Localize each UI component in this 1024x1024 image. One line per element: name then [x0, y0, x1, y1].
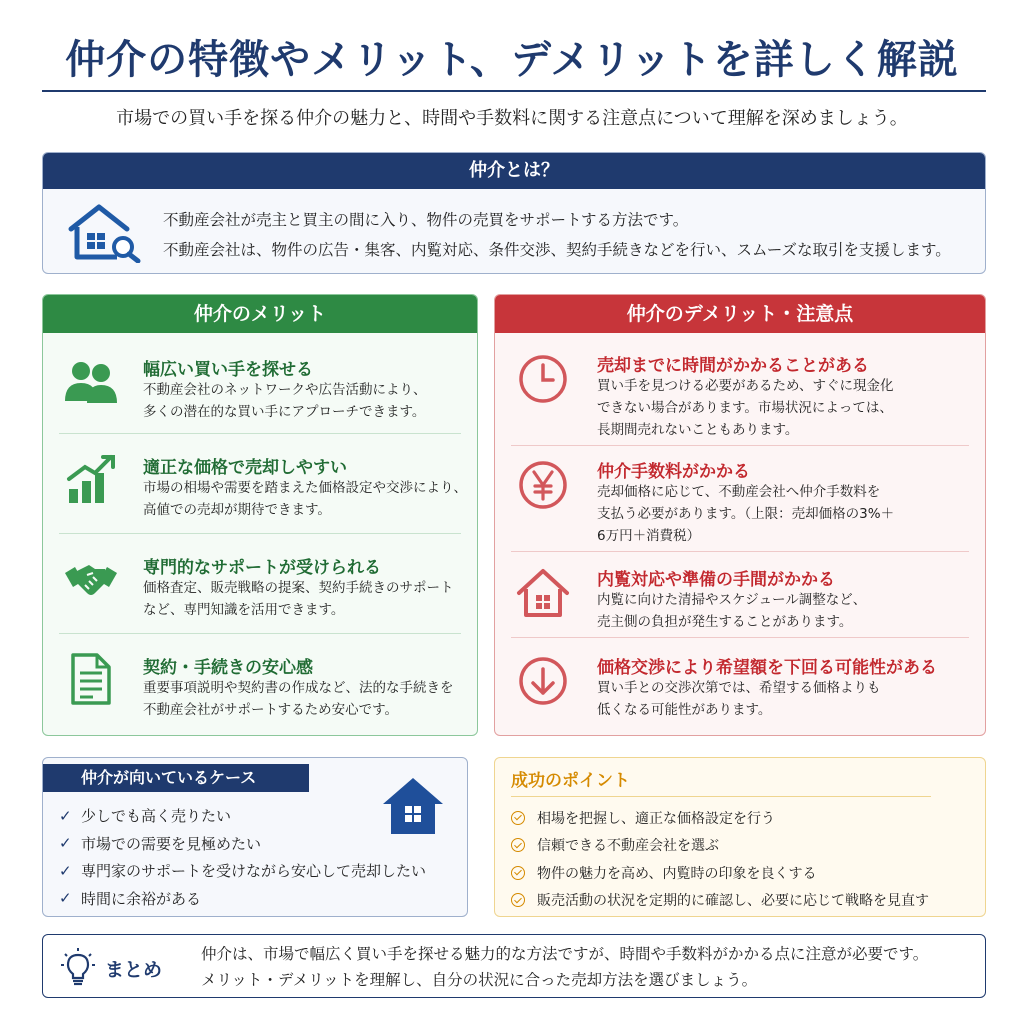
demerit-line: 長期間売れないこともあります。 [597, 422, 799, 438]
merits-section [42, 294, 478, 736]
definition-line: 不動産会社が売主と買主の間に入り、物件の売買をサポートする方法です。 [163, 211, 689, 229]
list-item [59, 830, 426, 858]
demerit-divider [511, 445, 969, 446]
check-icon: ✓ [59, 806, 72, 825]
merit-title: 専門的なサポートが受けられる [143, 558, 381, 578]
demerit-line: 内覧に向けた清掃やスケジュール調整など、 [597, 592, 867, 608]
merit-title: 幅広い買い手を探せる [143, 360, 313, 380]
list-item [511, 859, 929, 887]
point-text: 信頼できる不動産会社を選ぶ [537, 838, 719, 855]
merit-line: 市場の相場や需要を踏まえた価格設定や交渉により、 [143, 480, 467, 496]
demerit-title: 仲介手数料がかかる [597, 462, 750, 482]
cases-list [59, 802, 426, 912]
demerit-description [597, 677, 881, 721]
merits-heading: 仲介のメリット [43, 295, 477, 333]
merit-description [143, 677, 454, 721]
merit-divider [59, 533, 461, 534]
check-icon: ✓ [59, 889, 72, 908]
demerit-description [597, 589, 866, 633]
suitable-cases-section [42, 757, 468, 917]
demerit-line: 低くなる可能性があります。 [597, 702, 772, 718]
handshake-icon [63, 551, 119, 607]
house-search-icon [67, 201, 143, 263]
circle-check-icon [511, 866, 525, 880]
case-text: 時間に余裕がある [81, 889, 202, 908]
merit-line: 重要事項説明や契約書の作成など、法的な手続きを [143, 680, 454, 696]
merit-line: 不動産会社のネットワークや広告活動により、 [143, 382, 427, 398]
merit-description [143, 477, 467, 521]
case-text: 専門家のサポートを受けながら安心して売却したい [81, 862, 427, 881]
check-icon: ✓ [59, 861, 72, 880]
merit-line: 価格査定、販売戦略の提案、契約手続きのサポート [143, 580, 454, 596]
demerit-line: 売主側の負担が発生することがあります。 [597, 614, 853, 630]
demerit-line: 売却価格に応じて、不動産会社へ仲介手数料を [597, 484, 881, 500]
summary-text [201, 941, 928, 993]
merit-description [143, 577, 454, 621]
demerit-line: 買い手を見つける必要があるため、すぐに現金化 [597, 378, 894, 394]
clock-icon [515, 351, 571, 407]
cases-heading: 仲介が向いているケース [43, 764, 309, 792]
house-icon [381, 774, 445, 838]
demerit-line: 6万円＋消費税） [597, 528, 701, 544]
demerit-title: 内覧対応や準備の手間がかかる [597, 570, 835, 590]
merit-divider [59, 433, 461, 434]
summary-line: メリット・デメリットを理解し、自分の状況に合った売却方法を選びましょう。 [201, 971, 758, 989]
points-divider [511, 796, 931, 797]
page-title: 仲介の特徴やメリット、デメリットを詳しく解説 [65, 37, 959, 83]
circle-check-icon [511, 838, 525, 852]
demerit-divider [511, 637, 969, 638]
demerit-line: 支払う必要があります。（上限：売却価格の3%＋ [597, 506, 895, 522]
check-icon: ✓ [59, 834, 72, 853]
list-item [511, 832, 929, 860]
demerit-description [597, 375, 893, 441]
down-arrow-icon [515, 653, 571, 709]
point-text: 販売活動の状況を定期的に確認し、必要に応じて戦略を見直す [537, 893, 929, 910]
demerits-heading: 仲介のデメリット・注意点 [495, 295, 985, 333]
point-text: 物件の魅力を高め、内覧時の印象を良くする [537, 865, 817, 882]
merit-title: 適正な価格で売却しやすい [143, 458, 347, 478]
page-subtitle: 市場での買い手を探る仲介の魅力と、時間や手数料に関する注意点について理解を深めましょう。 [116, 108, 908, 129]
merit-line: など、専門知識を活用できます。 [143, 602, 345, 618]
growth-chart-icon [63, 451, 119, 507]
document-icon [63, 651, 119, 707]
demerit-line: できない場合があります。市場状況によっては、 [597, 400, 893, 416]
list-item [59, 857, 426, 885]
list-item [59, 885, 426, 913]
demerit-divider [511, 551, 969, 552]
case-text: 少しでも高く売りたい [81, 807, 232, 826]
demerit-description [597, 481, 894, 547]
title-divider [42, 90, 986, 92]
merit-title: 契約・手続きの安心感 [143, 658, 313, 678]
lightbulb-icon [61, 947, 95, 987]
success-points-section [494, 757, 986, 917]
case-text: 市場での需要を見極めたい [81, 834, 262, 853]
point-text: 相場を把握し、適正な価格設定を行う [537, 810, 775, 827]
points-heading: 成功のポイント [511, 771, 630, 791]
definition-line: 不動産会社は、物件の広告・集客、内覧対応、条件交渉、契約手続きなどを行い、スムーズな取引を支援します。 [163, 241, 951, 259]
yen-icon [515, 457, 571, 513]
list-item [511, 887, 929, 915]
summary-line: 仲介は、市場で幅広く買い手を探せる魅力的な方法ですが、時間や手数料がかかる点に注意が必要です。 [201, 945, 929, 963]
merit-divider [59, 633, 461, 634]
merit-line: 多くの潜在的な買い手にアプローチできます。 [143, 404, 426, 420]
merit-description [143, 379, 427, 423]
list-item [59, 802, 426, 830]
people-icon [63, 353, 119, 409]
circle-check-icon [511, 893, 525, 907]
definition-heading: 仲介とは？ [43, 153, 985, 189]
list-item [511, 804, 929, 832]
merit-line: 不動産会社がサポートするため安心です。 [143, 702, 399, 718]
house-icon [515, 565, 571, 621]
demerit-line: 買い手との交渉次第では、希望する価格よりも [597, 680, 881, 696]
summary-section [42, 934, 986, 998]
demerits-section [494, 294, 986, 736]
points-list [511, 804, 929, 914]
demerit-title: 価格交渉により希望額を下回る可能性がある [597, 658, 937, 678]
demerit-title: 売却までに時間がかかることがある [597, 356, 869, 376]
summary-label: まとめ [105, 959, 163, 981]
circle-check-icon [511, 811, 525, 825]
merit-line: 高値での売却が期待できます。 [143, 502, 331, 518]
definition-section [42, 152, 986, 274]
